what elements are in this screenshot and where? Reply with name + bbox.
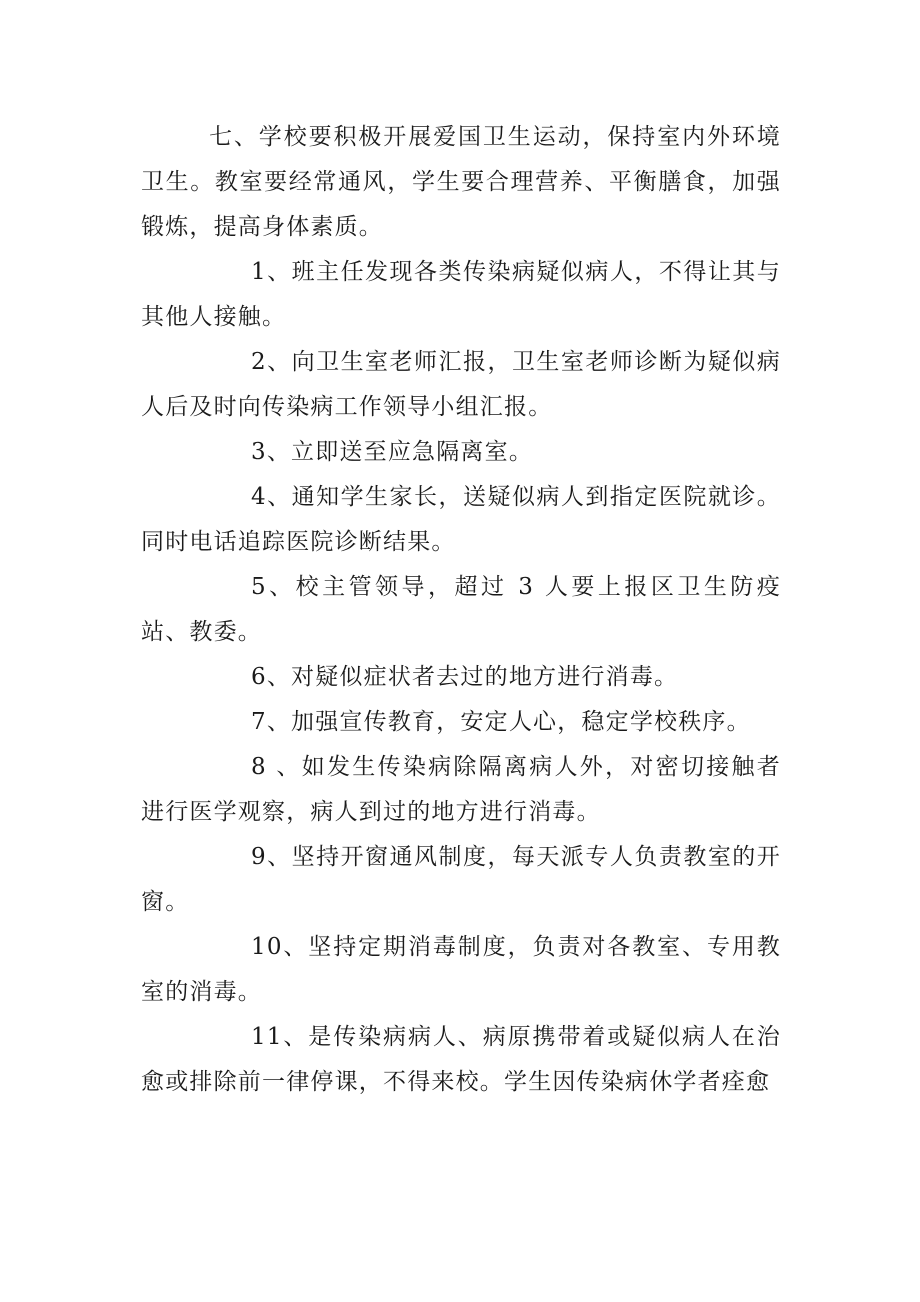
list-item-2: 2、向卫生室老师汇报，卫生室老师诊断为疑似病人后及时向传染病工作领导小组汇报。: [141, 349, 781, 420]
list-item-1: 1、班主任发现各类传染病疑似病人，不得让其与其他人接触。: [141, 259, 781, 330]
list-item-6: 6、对疑似症状者去过的地方进行消毒。: [251, 664, 679, 690]
document-body: [141, 115, 781, 1105]
list-item-7: 7、加强宣传教育，安定人心，稳定学校秩序。: [251, 709, 751, 735]
list-item-3: 3、立即送至应急隔离室。: [251, 439, 534, 465]
list-item-9: 9、坚持开窗通风制度，每天派专人负责教室的开窗。: [141, 844, 781, 915]
list-item-5: 5、校主管领导，超过 3 人要上报区卫生防疫站、教委。: [141, 574, 781, 645]
paragraph-7-hygiene: 七、学校要积极开展爱国卫生运动，保持室内外环境卫生。教室要经常通风，学生要合理营养、平衡膳食，加强锻炼，提高身体素质。: [141, 124, 781, 240]
list-item-10: 10、坚持定期消毒制度，负责对各教室、专用教室的消毒。: [141, 934, 781, 1005]
list-item-4: 4、通知学生家长，送疑似病人到指定医院就诊。同时电话追踪医院诊断结果。: [141, 484, 781, 555]
list-item-11: 11、是传染病病人、病原携带着或疑似病人在治愈或排除前一律停课，不得来校。学生因传染病休学者痊愈: [141, 1024, 781, 1095]
list-item-8: 8 、如发生传染病除隔离病人外，对密切接触者进行医学观察，病人到过的地方进行消毒。: [141, 754, 781, 825]
